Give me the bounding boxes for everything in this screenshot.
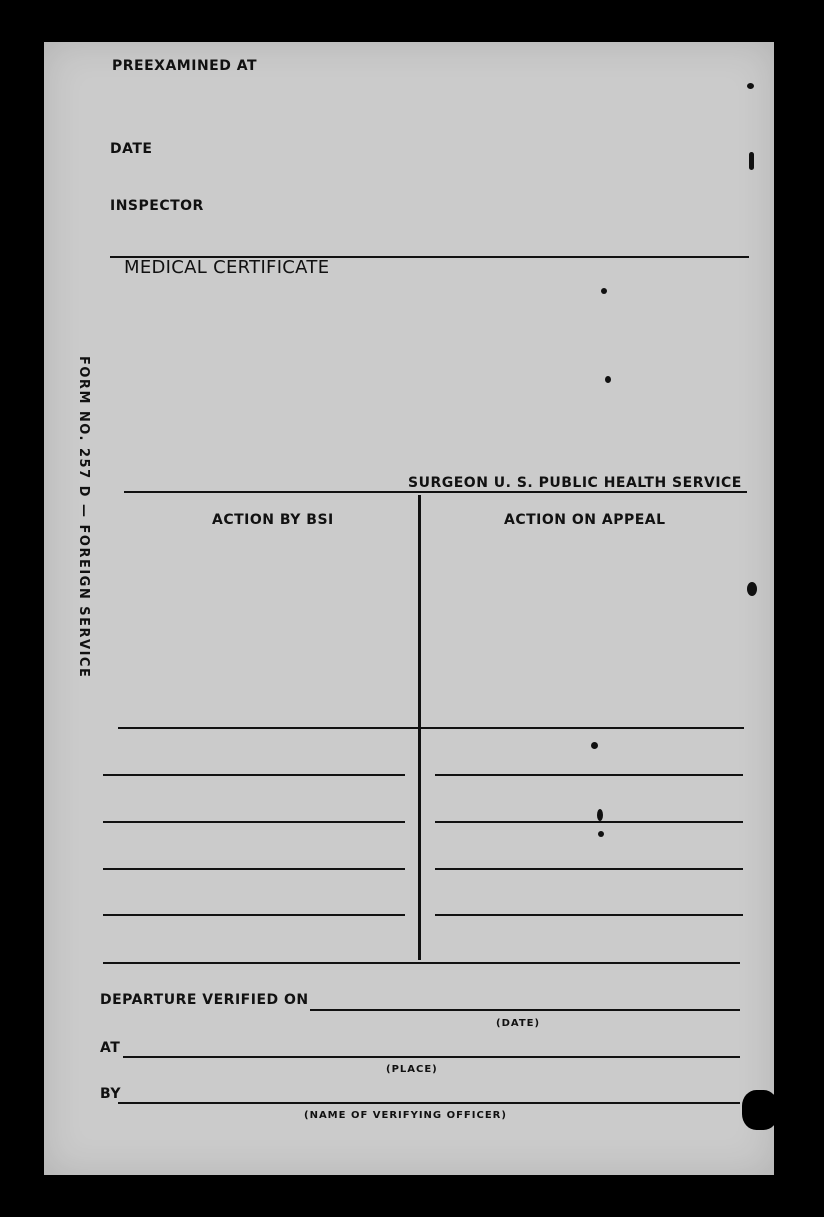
by-label: BY [100,1086,122,1102]
action-on-appeal-label: ACTION ON APPEAL [504,512,666,528]
action-by-bsi-label: ACTION BY BSI [212,512,334,528]
left-action-line [103,821,405,823]
scan-mark [749,152,754,170]
right-action-line [435,914,743,916]
left-action-line [103,868,405,870]
officer-line [118,1102,740,1104]
left-action-line [103,774,405,776]
scan-mark [747,582,757,596]
right-action-line [435,774,743,776]
right-action-line [435,821,743,823]
preexamined-at-label: PREEXAMINED AT [112,58,258,74]
departure-verified-label: DEPARTURE VERIFIED ON [100,992,309,1008]
officer-caption: (NAME OF VERIFYING OFFICER) [304,1110,507,1121]
scan-mark [601,288,607,294]
right-action-line [435,868,743,870]
certificate-title: MEDICAL CERTIFICATE [124,257,330,278]
scan-mark [605,376,611,383]
date-caption: (DATE) [496,1018,541,1029]
at-label: AT [100,1040,121,1056]
actions-bottom-line [103,962,740,964]
place-caption: (PLACE) [386,1064,438,1075]
left-action-line [103,914,405,916]
surgeon-label: SURGEON U. S. PUBLIC HEALTH SERVICE [408,475,742,491]
departure-date-line [310,1009,740,1011]
date-label: DATE [110,141,153,157]
inspector-label: INSPECTOR [110,198,204,214]
place-line [123,1056,740,1058]
form-number-label: FORM NO. 257 D — FOREIGN SERVICE [76,356,91,679]
scan-mark [591,742,598,749]
scan-mark [597,809,603,821]
action-divider [118,727,744,729]
surgeon-signature-line [124,491,747,493]
form-card [44,42,774,1175]
scan-mark [598,831,604,837]
scan-mark [747,83,754,89]
edge-tear [742,1090,778,1130]
